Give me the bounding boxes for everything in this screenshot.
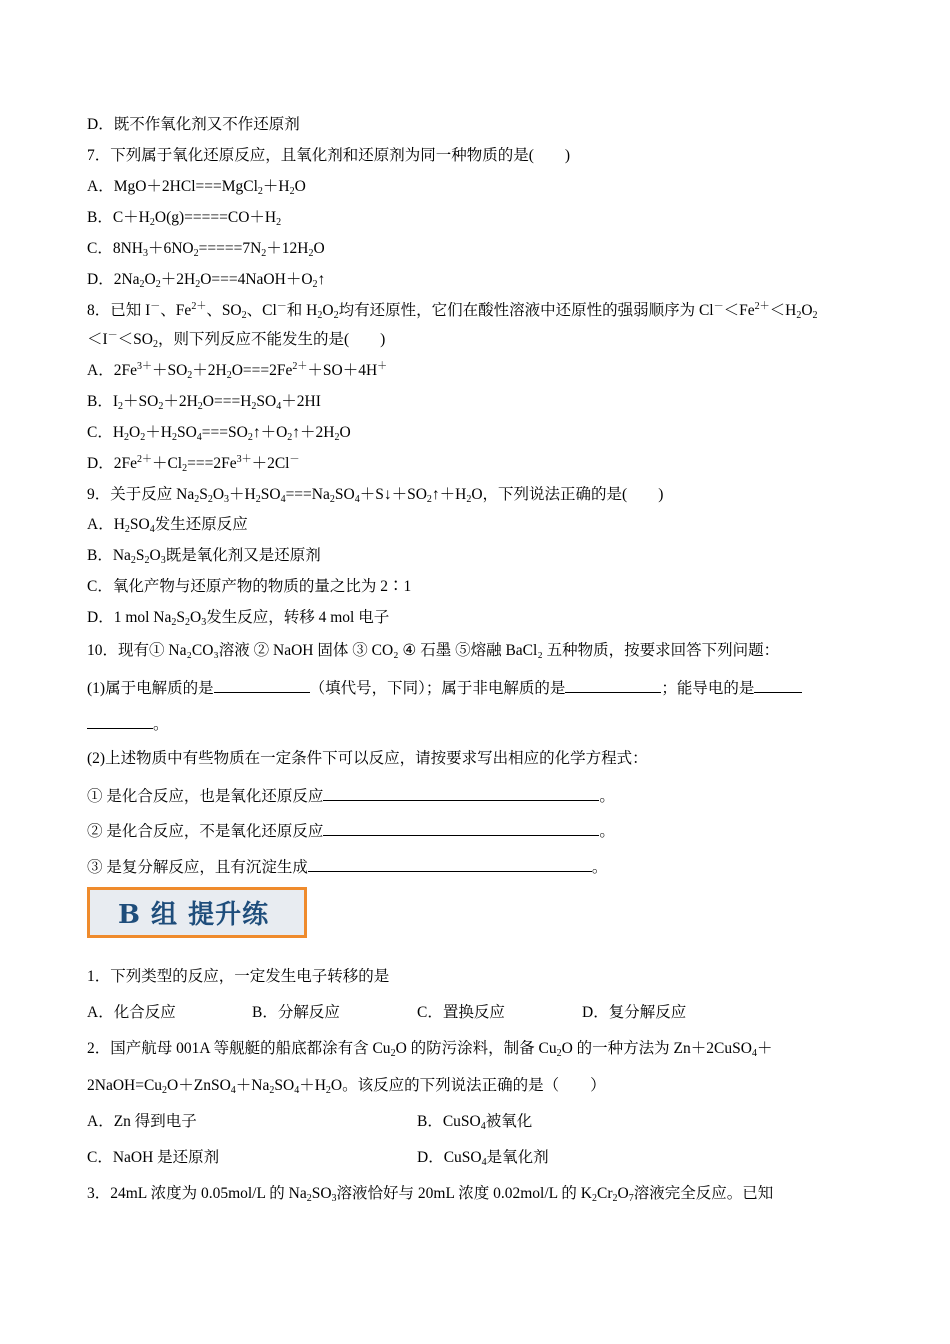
q8-option-a: A．$2Fe^{3+}+SO_2+2H_2O===2Fe^{2+}+SO+4H^+$ [87,361,388,381]
b2-option-a: A．Zn 得到电子 [87,1113,197,1130]
q7-option-a: A．$MgO+2HCl===MgCl_2+H_2O$ [87,178,306,197]
q9-option-d: D．1 mol $Na_2S_2O_3$发生反应，转移 4 mol 电子 [87,609,390,628]
q6-option-d: D．既不作氧化剂又不作还原剂 [87,116,300,133]
q10-part1: (1)属于电解质的是 （填代号，下同）；属于非电解质的是 ；能导电的是 [87,677,802,699]
q10-sub2: ② 是化合反应，不是氧化还原反应 。 [87,820,615,842]
answer-blank-1[interactable] [323,785,599,801]
answer-blank-conductive-cont[interactable] [87,713,153,729]
q9-option-a: A．$H_2SO_4$发生还原反应 [87,516,248,535]
b2-option-c: C．NaOH 是还原剂 [87,1149,220,1166]
q7-option-b: B．$C+H_2O(g)=====CO+H_2$ [87,209,282,228]
b3-stem: 3．24mL 浓度为 0.05mol/L 的 $Na_2SO_3$溶液恰好与 20mL 浓度 0.02mol/L 的 $K_2Cr_2O_7$溶液完全反应。已知 [87,1185,774,1204]
q8-option-d: D．$2Fe^{2+}+Cl_2===2Fe^{3+}+2Cl^-$ [87,454,300,474]
q8-option-b: B．$I_2+SO_2+2H_2O===H_2SO_4+2HI$ [87,393,321,412]
q7-stem: 7．下列属于氧化还原反应，且氧化剂和还原剂为同一种物质的是( ) [87,147,571,164]
q10-sub1: ① 是化合反应，也是氧化还原反应 。 [87,785,615,807]
answer-blank-conductive[interactable] [754,677,802,693]
q7-option-c: C．$8NH_3+6NO_2=====7N_2+12H_2O$ [87,240,325,259]
q9-option-b: B．$Na_2S_2O_3$既是氧化剂又是还原剂 [87,547,321,566]
b2-option-d: D．CuSO$_4$是氧化剂 [417,1149,549,1168]
q10-part2: (2)上述物质中有些物质在一定条件下可以反应，请按要求写出相应的化学方程式： [87,750,648,767]
b1-option-d: D．复分解反应 [582,1004,687,1021]
b2-option-b: B．CuSO$_4$被氧化 [417,1113,533,1132]
b1-option-a: A．化合反应 [87,1004,176,1021]
b1-stem: 1．下列类型的反应，一定发生电子转移的是 [87,968,390,985]
q7-option-d: D．$2Na_2O_2+2H_2O===4NaOH+O_2↑$ [87,271,326,290]
q8-stem-line1: 8．已知 I－、$Fe^{2+}$、$SO_2$、Cl－和 $H_2O_2$均有还原性，它们在酸性溶液中还原性的强弱顺序为 $Cl^-<Fe^{2+}<H_2O_2$ [87,301,818,321]
q10-stem: 10．现有① Na₂CO₃溶液 ② NaOH 固体 ③ CO₂ ④ 石墨 ⑤熔融 BaCl₂ 五种物质，按要求回答下列问题： [87,642,780,659]
answer-blank-3[interactable] [308,856,592,872]
b1-option-b: B．分解反应 [252,1004,340,1021]
answer-blank-electrolyte[interactable] [214,677,310,693]
q10-sub3: ③ 是复分解反应，且有沉淀生成 。 [87,856,607,878]
q8-option-c: C．$H_2O_2+H_2SO_4===SO_2↑+O_2↑+2H_2O$ [87,424,351,443]
q8-stem-line2: $<I^-<SO_2$，则下列反应不能发生的是( ) [87,330,386,350]
b2-stem-line1: 2．国产航母 001A 等舰艇的船底都涂有含 $Cu_2O$ 的防污涂料，制备 $Cu_2O$ 的一种方法为 Zn＋2CuSO$_4$＋ [87,1040,773,1059]
b2-stem-line2: $2NaOH=Cu_2O+ZnSO_4+Na_2SO_4+H_2O$。该反应的下列说法正确的是（ ） [87,1077,606,1096]
answer-blank-nonelectrolyte[interactable] [565,677,661,693]
q10-part1-cont: 。 [87,713,169,735]
section-banner-b: B 组 提升练 [87,887,307,938]
b1-option-c: C．置换反应 [417,1004,505,1021]
answer-blank-2[interactable] [323,820,599,836]
q9-stem: 9．关于反应 $Na_2S_2O_3+H_2SO_4===Na_2SO_4+S↓+SO_2↑+H_2O$，下列说法正确的是( ) [87,486,664,505]
q9-option-c: C．氧化产物与还原产物的物质的量之比为 2∶1 [87,578,412,595]
